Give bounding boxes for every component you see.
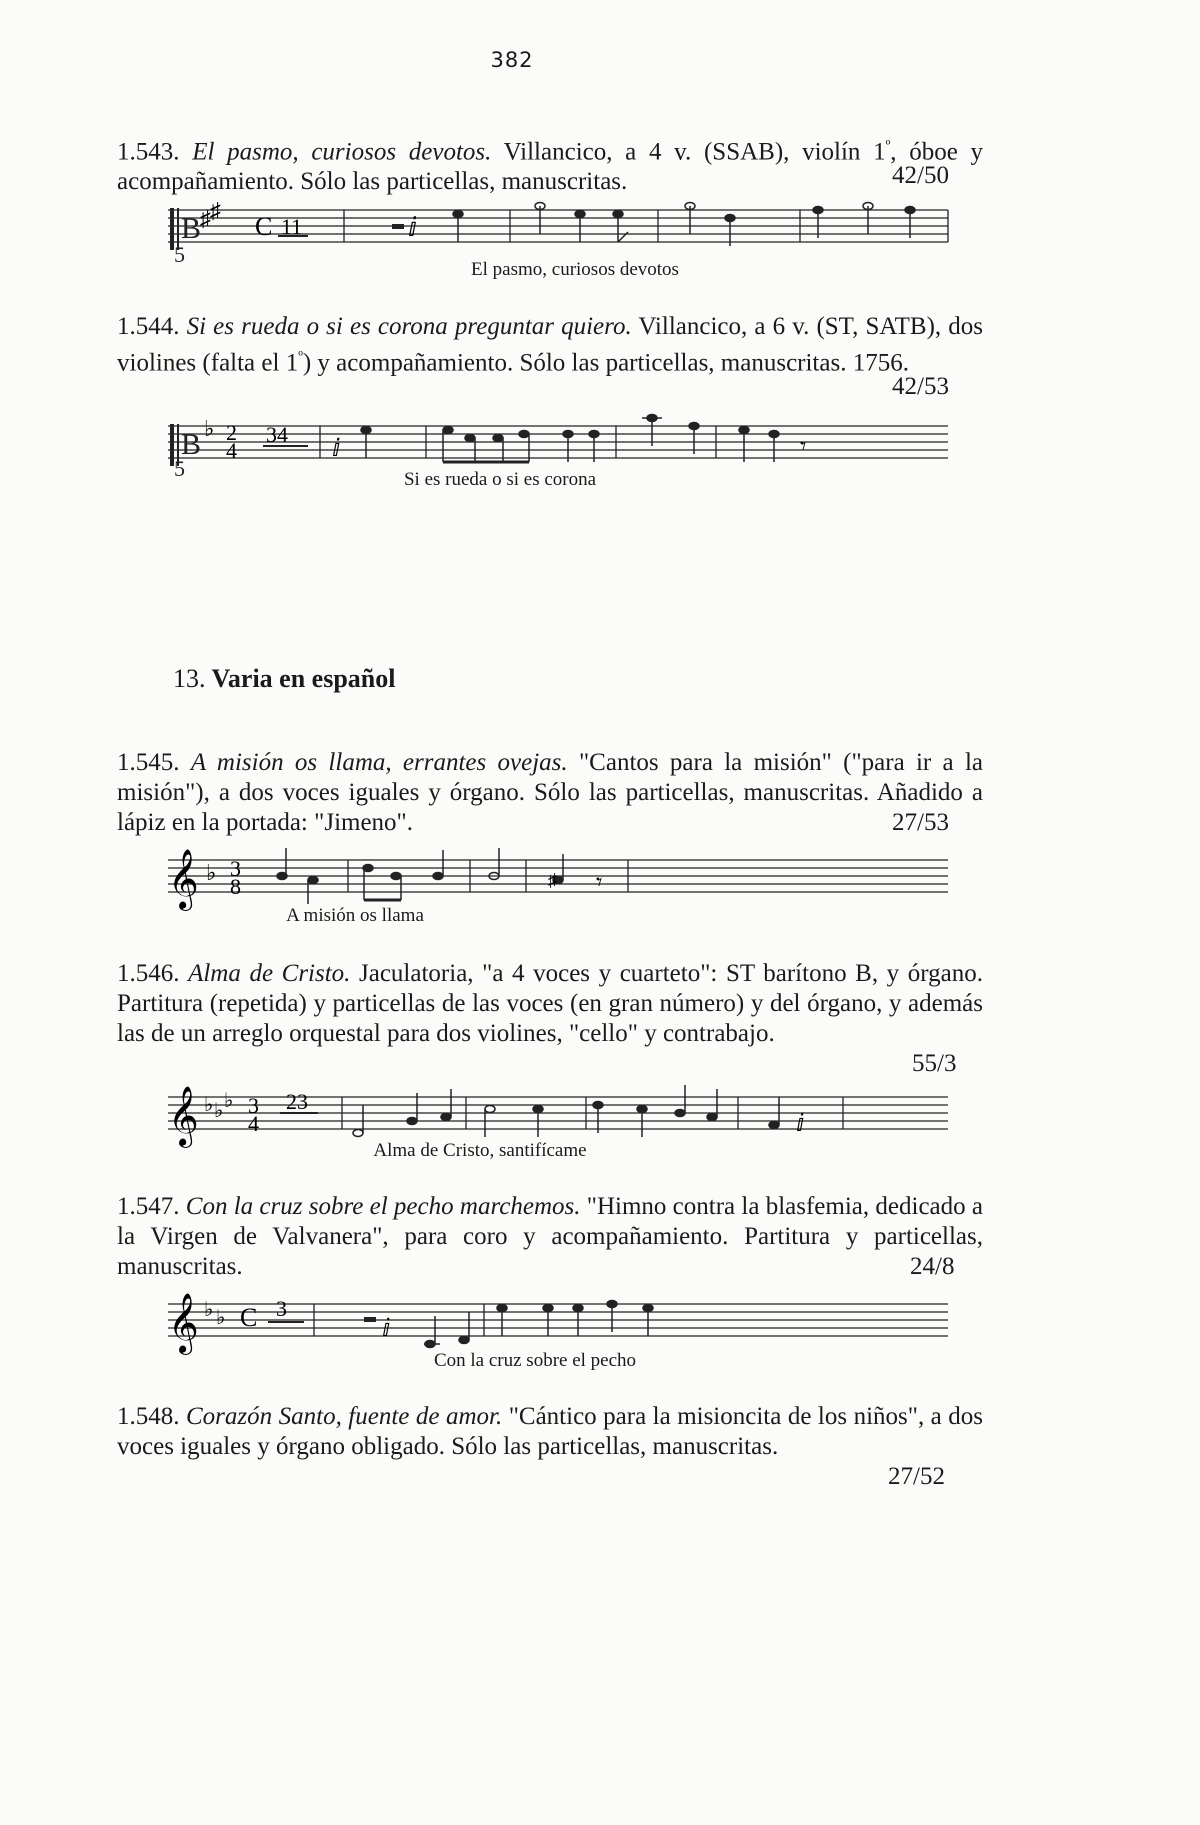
rest-icon (364, 1317, 376, 1322)
catalog-entry-1544 (117, 312, 983, 378)
entry-text: "Cantos para la misión" ("para ir a la misión"), a dos voces iguales y órgano. Sólo las particellas, manuscritas. Añadido a lápiz en la portada: "Jimeno". (117, 749, 983, 836)
catalog-entry-1546 (117, 959, 983, 1049)
notes (453, 203, 915, 247)
entry-text: Villancico, a 6 v. (ST, SATB), dos violines (falta el 1 (117, 313, 984, 377)
entry-text: "Himno contra la blasfemia, dedicado a la Virgen de Valvanera", para coro y acompañamiento. Partitura y particellas, manuscritas. (117, 1193, 983, 1280)
meter-numerator: 2 (226, 420, 237, 445)
notes (424, 1301, 653, 1348)
entry-number: 1.543. (117, 138, 180, 166)
meter: C (240, 1303, 258, 1332)
shelf-signature: 27/53 (892, 809, 949, 836)
entry-title: El pasmo, curiosos devotos. (192, 138, 492, 166)
shelf-signature: 55/3 (912, 1050, 957, 1077)
sharp-icon: ♯ (548, 870, 557, 890)
flat-icon: ♭ (206, 860, 217, 885)
incipit-text: Si es rueda o si es corona (403, 469, 597, 490)
flat-icon: ♭ (224, 1090, 234, 1112)
entry-text-2: ) y acompañamiento. Sólo las particellas, manuscritas. 1756. (302, 349, 909, 377)
treble-clef-icon: 𝄞 (168, 851, 199, 908)
incipit-text: El pasmo, curiosos devotos (471, 259, 679, 280)
entry-number: 1.545. (117, 749, 180, 776)
meter: C (255, 212, 273, 241)
meter-denominator: 4 (226, 438, 237, 463)
flat-icon: ♭ (204, 1094, 214, 1116)
rest-icon: ⅈ (332, 436, 341, 462)
shelf-signature: 27/52 (888, 1463, 945, 1490)
music-incipit-1545 (168, 838, 958, 913)
superscript: º (298, 349, 303, 365)
music-incipit-1546 (168, 1075, 958, 1150)
time-marking: 3 (276, 1296, 287, 1321)
rest-icon (392, 224, 404, 229)
meter-denominator: 8 (230, 874, 241, 899)
svg-text:5: 5 (174, 456, 185, 480)
time-marking: 11 (281, 214, 303, 239)
treble-clef-icon: 𝄞 (168, 1295, 199, 1352)
rest-icon: 𝄾 (800, 434, 807, 460)
entry-text: Jaculatoria, "a 4 voces y cuarteto": ST barítono B, y órgano. Partitura (repetida) y particellas de las voces (en gran número) y del órgano, y además las de un arreglo orquestal para dos violines, "cello" y contrabajo. (117, 960, 983, 1047)
c-clef-icon (170, 208, 201, 267)
svg-text:B: B (181, 428, 202, 461)
treble-clef-icon: 𝄞 (168, 1088, 199, 1145)
catalog-entry-1548 (117, 1402, 983, 1462)
catalog-entry-1547 (117, 1192, 983, 1282)
incipit-text: A misión os llama (286, 905, 424, 926)
meter-numerator: 3 (230, 856, 241, 881)
incipit-text: Con la cruz sobre el pecho (433, 1350, 637, 1371)
flat-icon: ♭ (204, 416, 215, 441)
section-title: Varia en español (211, 664, 396, 693)
flat-icon: ♭ (214, 1100, 224, 1122)
entry-number: 1.548. (117, 1403, 180, 1430)
entry-title: Con la cruz sobre el pecho marchemos. (185, 1193, 581, 1220)
catalog-entry-1543 (117, 131, 983, 197)
rest-icon: ⅈ (796, 1111, 805, 1137)
svg-text:B: B (181, 212, 202, 245)
section-number: 13. (173, 664, 206, 693)
section-heading (173, 664, 396, 694)
flat-icon: ♭ (204, 1299, 214, 1321)
shelf-signature: 42/50 (892, 162, 949, 189)
meter-numerator: 3 (248, 1093, 259, 1118)
meter-denominator: 4 (248, 1111, 259, 1136)
entry-number: 1.546. (117, 960, 180, 987)
rest-icon: ⅈ (382, 1316, 391, 1342)
shelf-signature: 24/8 (910, 1253, 955, 1280)
entry-text: Villancico, a 4 v. (SSAB), violín 1 (491, 138, 886, 166)
sharp-icon: ♯ (200, 206, 211, 231)
entry-title: Si es rueda o si es corona preguntar quiero. (186, 313, 632, 340)
entry-number: 1.544. (117, 313, 180, 340)
time-marking: 23 (286, 1089, 308, 1114)
entry-number: 1.547. (117, 1193, 180, 1220)
catalog-entry-1545 (117, 748, 983, 838)
entry-title: A misión os llama, errantes ovejas. (190, 749, 568, 776)
entry-text-2: , óboe y acompañamiento. Sólo las particellas, manuscritas. (117, 138, 984, 196)
music-incipit-1543 (168, 198, 958, 268)
superscript: º (885, 138, 891, 154)
flat-icon: ♭ (216, 1307, 226, 1329)
rest-icon: 𝄾 (596, 870, 603, 896)
entry-title: Alma de Cristo. (188, 960, 351, 987)
sharp-icon: ♯ (210, 198, 221, 223)
entry-text: "Cántico para la misioncita de los niños", a dos voces iguales y órgano obligado. Sólo las particellas, manuscritas. (117, 1403, 983, 1460)
incipit-text: Alma de Cristo, santifícame (373, 1140, 587, 1161)
page-number: 382 (490, 48, 534, 72)
shelf-signature: 42/53 (892, 373, 949, 400)
c-clef-icon (170, 424, 201, 480)
time-marking: 34 (266, 422, 288, 447)
rest-icon: ⅈ (408, 213, 418, 242)
entry-title: Corazón Santo, fuente de amor. (186, 1403, 503, 1430)
svg-text:5: 5 (174, 242, 185, 267)
